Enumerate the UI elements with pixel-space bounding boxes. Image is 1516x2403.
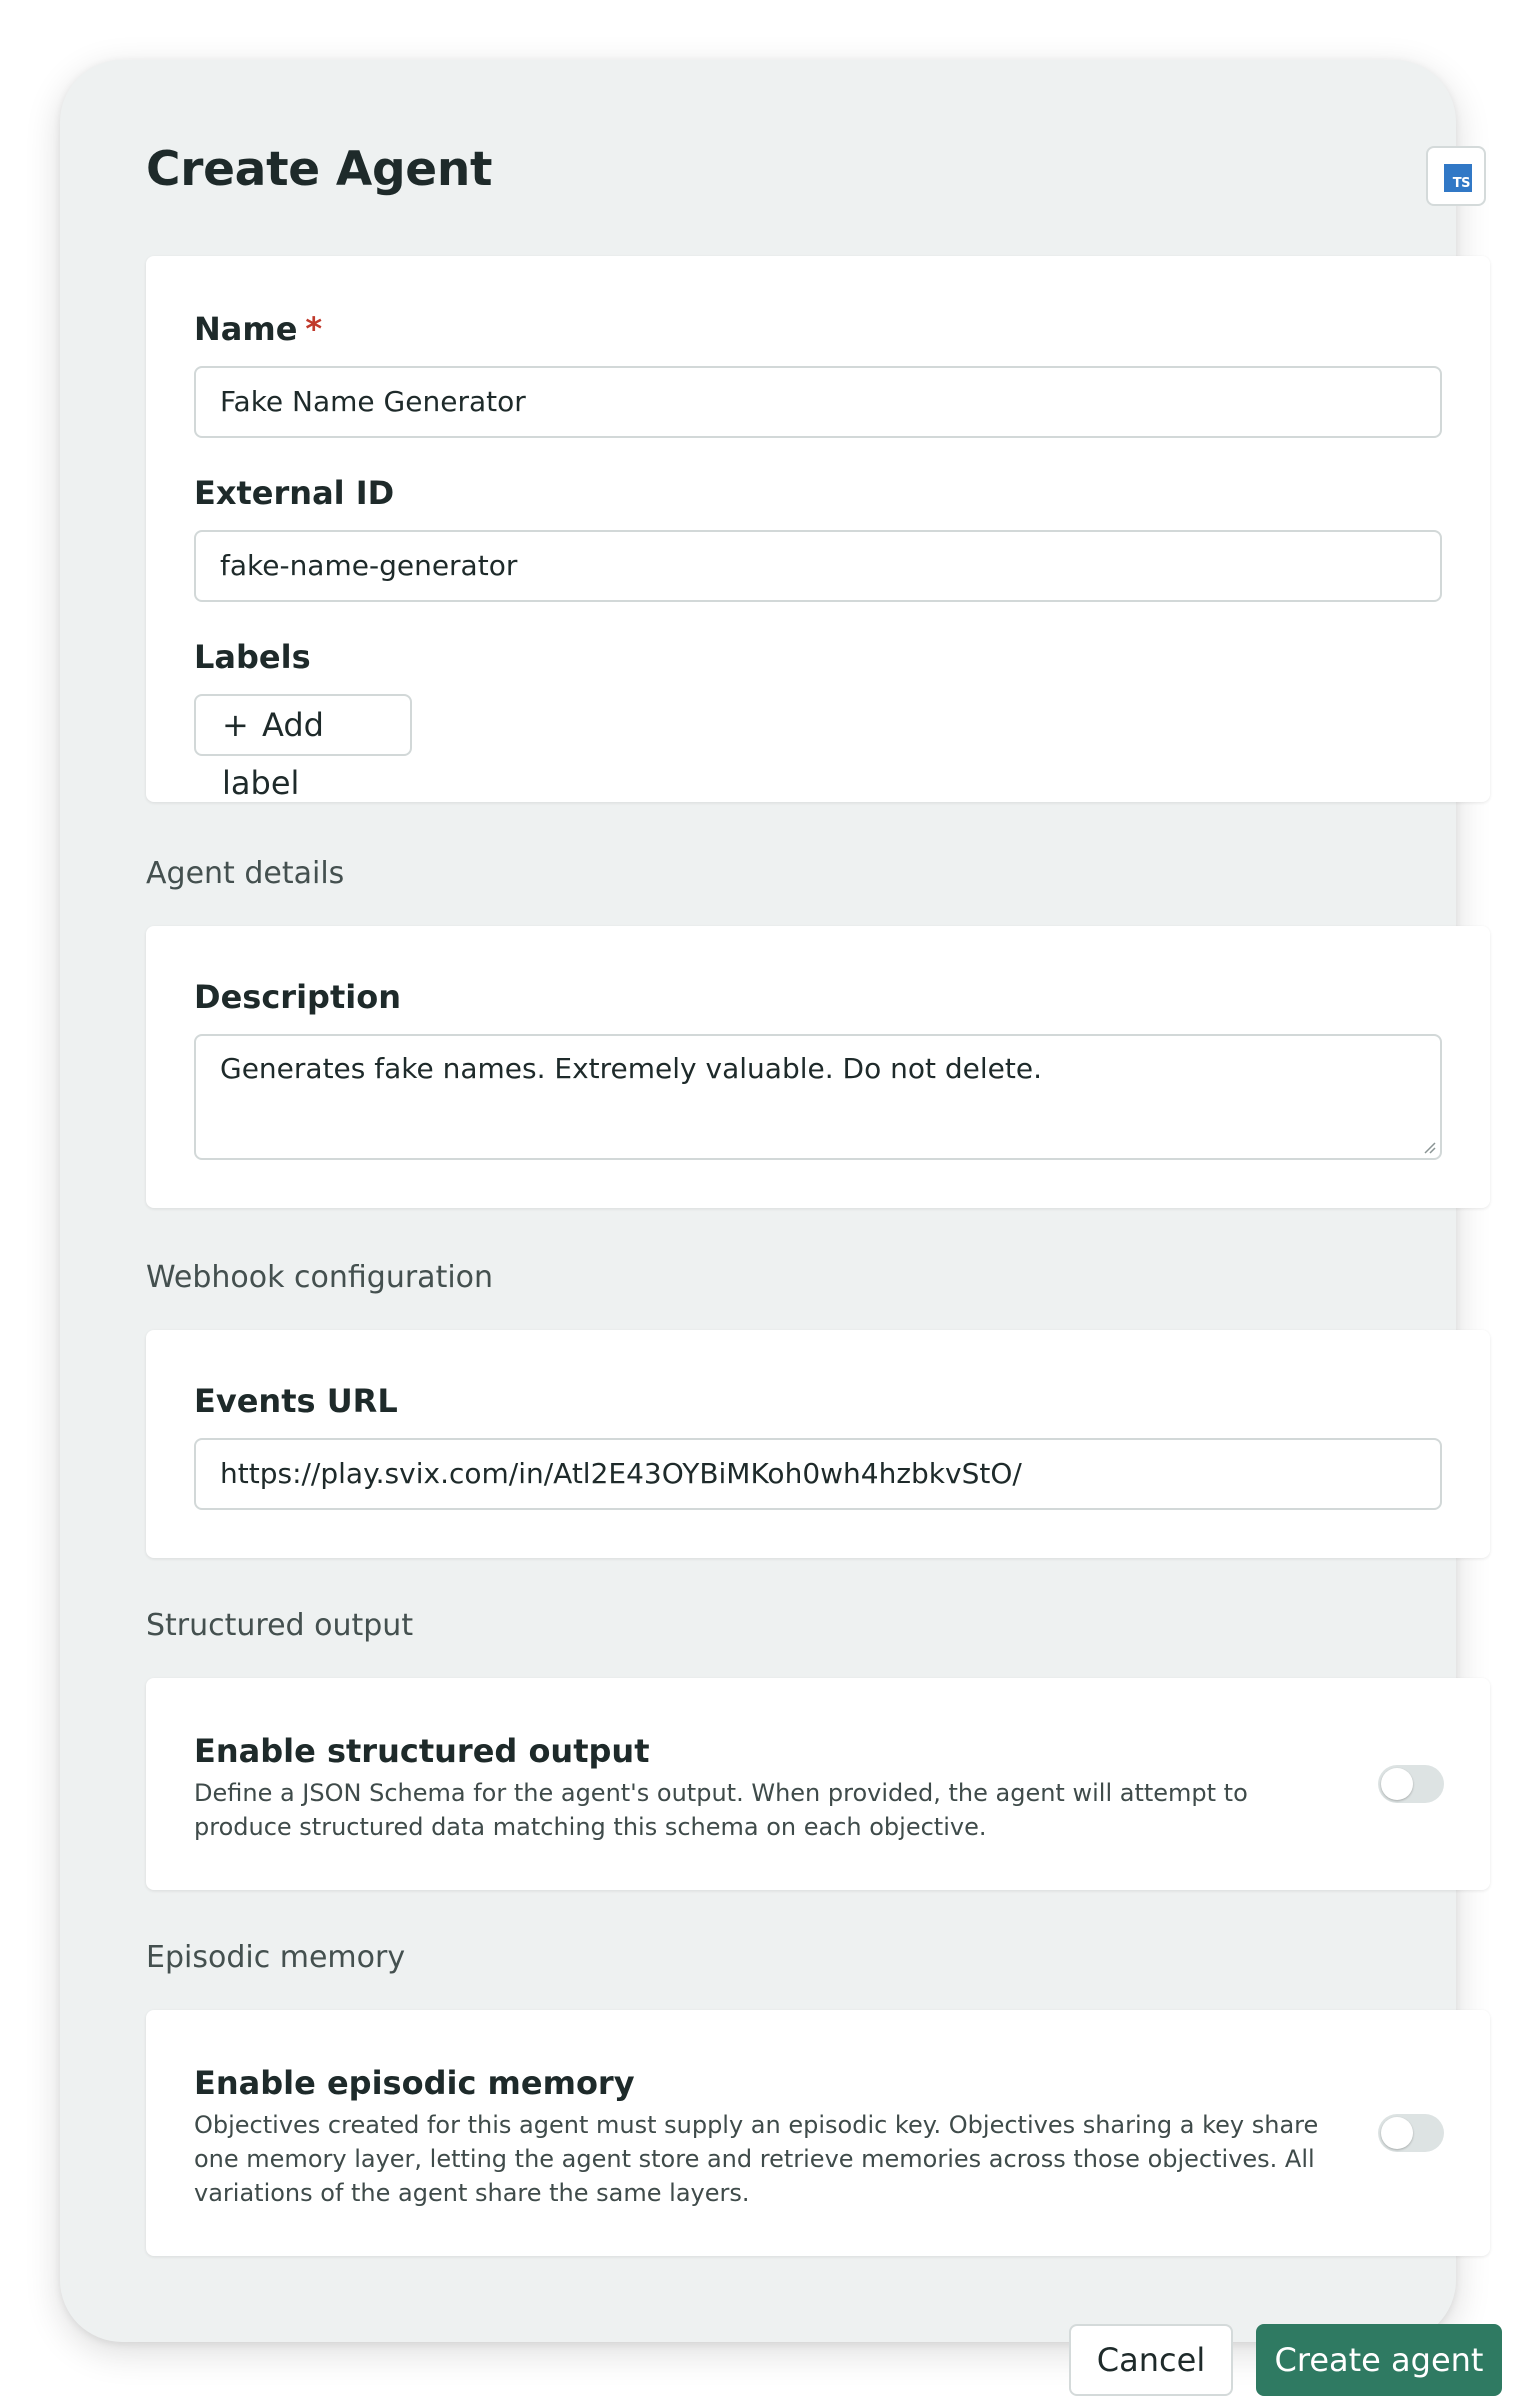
external-id-input[interactable]: fake-name-generator [194, 530, 1442, 602]
create-agent-button[interactable]: Create agent [1256, 2324, 1502, 2396]
structured-output-heading: Structured output [146, 1608, 414, 1643]
structured-output-title: Enable structured output [194, 1732, 650, 1770]
events-url-input[interactable]: https://play.svix.com/in/Atl2E43OYBiMKoh0wh4hzbkvStO/ [194, 1438, 1442, 1510]
name-input[interactable]: Fake Name Generator [194, 366, 1442, 438]
structured-output-description: Define a JSON Schema for the agent's output. When provided, the agent will attempt to produce structured data matching this schema on each objective. [194, 1779, 1248, 1841]
basic-info-card [146, 256, 1490, 802]
toggle-knob [1381, 2117, 1413, 2149]
typescript-icon [1444, 164, 1472, 192]
resize-handle-icon[interactable] [1422, 1140, 1436, 1154]
webhook-config-card [146, 1330, 1490, 1558]
name-label-text: Name [194, 310, 298, 348]
create-agent-dialog [60, 60, 1484, 2379]
agent-details-card [146, 926, 1490, 1208]
episodic-memory-toggle[interactable] [1378, 2114, 1444, 2152]
description-label: Description [194, 978, 401, 1016]
toggle-knob [1381, 1768, 1413, 1800]
description-text: Generates fake names. Extremely valuable. Do not delete. [220, 1052, 1042, 1085]
episodic-memory-title: Enable episodic memory [194, 2064, 635, 2102]
description-textarea[interactable] [194, 1034, 1442, 1160]
add-label-button[interactable] [194, 694, 412, 802]
add-label-text: Add label [222, 706, 324, 802]
episodic-memory-heading: Episodic memory [146, 1940, 406, 1975]
episodic-memory-description: Objectives created for this agent must supply an episodic key. Objectives sharing a key share one memory layer, letting the agent store and retrieve memories across those objectives. All variations of the agent share the same layers. [194, 2111, 1319, 2207]
external-id-label: External ID [194, 474, 395, 512]
labels-label: Labels [194, 638, 311, 676]
structured-output-toggle[interactable] [1378, 1765, 1444, 1803]
events-url-label: Events URL [194, 1382, 398, 1420]
name-label [194, 310, 322, 348]
typescript-snippet-button[interactable] [1426, 146, 1486, 206]
plus-icon: + [222, 706, 249, 744]
structured-output-card [146, 1678, 1490, 1890]
webhook-config-heading: Webhook configuration [146, 1260, 494, 1295]
agent-details-heading: Agent details [146, 856, 345, 891]
typescript-icon-label: TS [1452, 176, 1470, 191]
required-marker: * [305, 310, 323, 348]
dialog-title: Create Agent [146, 142, 493, 197]
cancel-button[interactable]: Cancel [1069, 2324, 1233, 2396]
episodic-memory-card [146, 2010, 1490, 2256]
